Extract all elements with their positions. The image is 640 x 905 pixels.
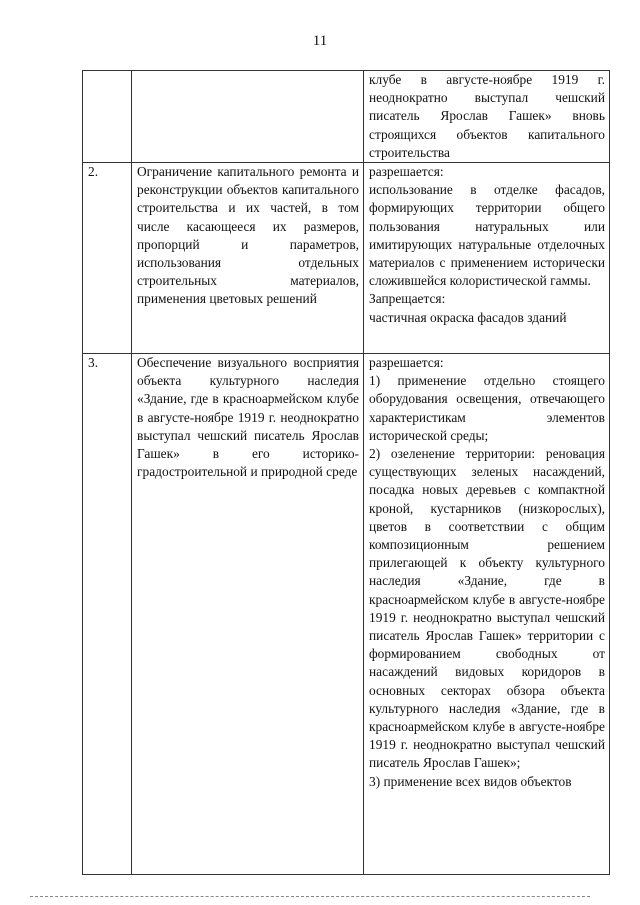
content-paragraph: клубе в августе-ноябре 1919 г. неоднократно выступал чешский писатель Ярослав Гашек» вновь строящихся объектов капитального строительства [369, 72, 605, 160]
row-number-cell [83, 71, 132, 163]
content-paragraph: 3) применение всех видов объектов [369, 773, 572, 789]
content-cell [364, 71, 610, 163]
row-number-cell: 2. [83, 163, 132, 354]
content-paragraph: 2) озеленение территории: реновация существующих зеленых насаждений, посадка новых деревьев с компактной кроной, кустарников (низкорослых), цветов в соответствии с общим композиционным решением прилегающей к объекту культурного наследия «Здание, где в красноармейском клубе в августе-ноябре 1919 г. неоднократно выступал чешский писатель Ярослав Гашек» территории с формированием свободных от насаждений видовых коридоров в основных секторах обзора объекта культурного наследия «Здание, где в красноармейском клубе в августе-ноябре 1919 г. неоднократно выступал чешский писатель Ярослав Гашек»; [369, 446, 605, 771]
bottom-divider [30, 896, 590, 897]
content-paragraph: Запрещается: [369, 291, 446, 307]
page-number: 11 [312, 33, 328, 49]
table-row [83, 163, 610, 354]
requirement-cell: Ограничение капитального ремонта и реконструкции объектов капитального строительства и их частей, в том числе касающееся их размеров, пропорций и параметров, использования отдельных строительных материалов, применения цветовых решений [132, 163, 364, 354]
content-paragraph: разрешается: [369, 164, 444, 180]
content-cell [364, 163, 610, 354]
row-number-cell: 3. [83, 354, 132, 875]
content-paragraph: 1) применение отдельно стоящего оборудования освещения, отвечающего характеристикам элементов исторической среды; [369, 373, 605, 443]
content-paragraph: разрешается: [369, 355, 444, 371]
table-row [83, 71, 610, 163]
content-paragraph: частичная окраска фасадов зданий [369, 309, 567, 325]
content-cell [364, 354, 610, 875]
content-paragraph: использование в отделке фасадов, формирующих территории общего пользования натуральных или имитирующих натуральные отделочных материалов с применением исторически сложившейся колористической гаммы. [369, 182, 605, 289]
regulations-table [82, 70, 610, 875]
table-row [83, 354, 610, 875]
requirement-cell: Обеспечение визуального восприятия объекта культурного наследия «Здание, где в красноармейском клубе в августе-ноябре 1919 г. неоднократно выступал чешский писатель Ярослав Гашек» в его историко-градостроительной и природной среде [132, 354, 364, 875]
requirement-cell [132, 71, 364, 163]
